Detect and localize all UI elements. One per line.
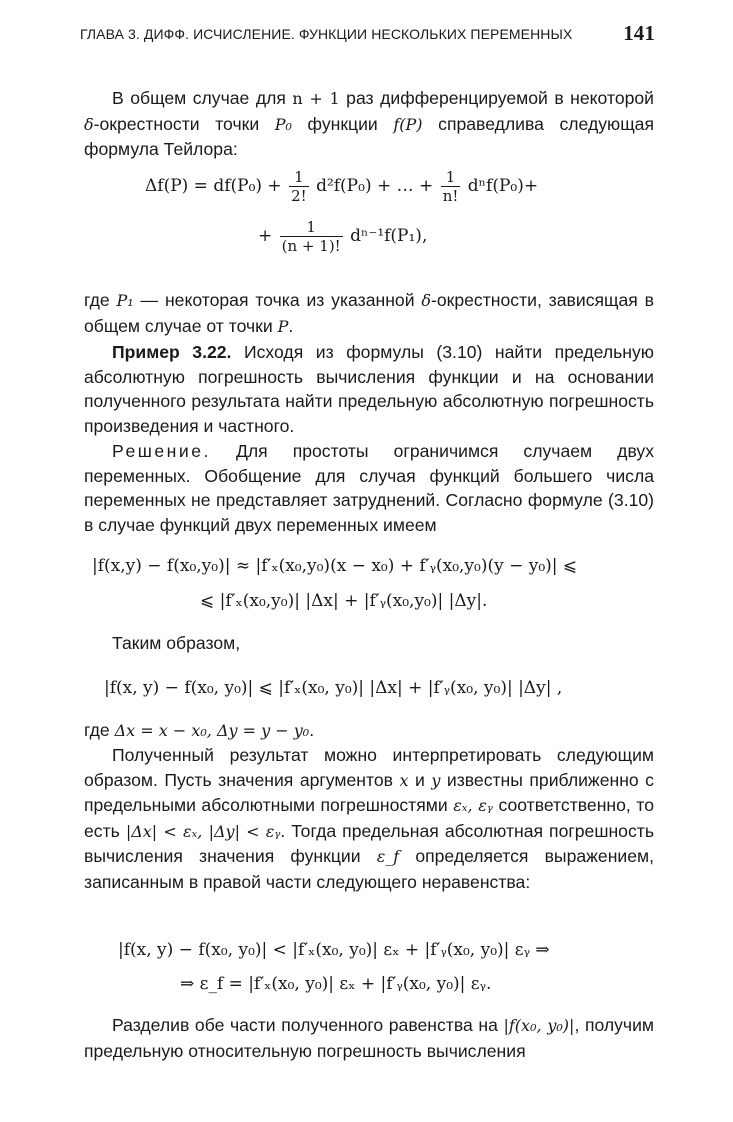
equation-2-line1: |f(x,y) − f(x₀,y₀)| ≈ |f′ₓ(x₀,y₀)(x − x₀) + f′ᵧ(x₀,y₀)(y − y₀)| ⩽ — [92, 556, 578, 576]
equation-3: |f(x, y) − f(x₀, y₀)| ⩽ |f′ₓ(x₀, y₀)| |Δx| + |f′ᵧ(x₀, y₀)| |Δy| , — [104, 678, 563, 698]
running-title: ГЛАВА 3. ДИФФ. ИСЧИСЛЕНИЕ. ФУНКЦИИ НЕСКОЛЬКИХ ПЕРЕМЕННЫХ — [80, 26, 573, 42]
interpretation-paragraph: Полученный результат можно интерпретировать следующим образом. Пусть значения аргументов x и y известны приближенно с предельными абсолютными погрешностями εₓ, εᵧ соответственно, то есть |Δx| < εₓ, |Δy| < εᵧ. Тогда предельная абсолютная погрешность вычисления значения функции ε_f определяется выражением, записанным в правой части следующего неравенства: — [84, 745, 655, 892]
taylor-formula-line1: Δf(P) = df(P₀) + $\frac{1}{2!}$ d²f(P₀) + … + $\frac{1}{n!}$ dⁿf(P₀)+ — [145, 168, 539, 205]
fraction: $\frac{1}{n!}$ — [442, 168, 459, 205]
delta-definition: где Δx = x − x₀, Δy = y − y₀. — [84, 720, 315, 740]
thus-paragraph: Таким образом, — [112, 633, 241, 653]
taylor-formula-line2: + $\frac{1}{(n + 1)!}$ dⁿ⁻¹f(P₁), — [258, 218, 428, 255]
equation-2-line2: ⩽ |f′ₓ(x₀,y₀)| |Δx| + |f′ᵧ(x₀,y₀)| |Δy|. — [200, 591, 488, 611]
final-paragraph: Разделив обе части полученного равенства на |f(x₀, y₀)|, получим предельную относительную погрешность вычисления — [84, 1015, 655, 1061]
solution-paragraph: Решение. Для простоты ограничимся случаем двух переменных. Обобщение для случая функций большего числа переменных не представляет затруднений. Согласно формуле (3.10) в случае функций двух переменных имеем — [84, 441, 654, 535]
fraction: $\frac{1}{(n + 1)!}$ — [281, 218, 341, 255]
running-header — [80, 18, 655, 52]
where-paragraph: где P₁ — некоторая точка из указанной δ-окрестности, зависящая в общем случае от точки P. — [84, 290, 654, 336]
fraction: $\frac{1}{2!}$ — [291, 168, 307, 205]
example-paragraph: Пример 3.22. Исходя из формулы (3.10) найти предельную абсолютную погрешность вычисления функции и на основании полученного результата найти предельную абсолютную погрешность произведения и частного. — [84, 342, 654, 436]
page-number: 141 — [623, 21, 655, 45]
solution-label: Решение. — [112, 441, 211, 461]
intro-paragraph: В общем случае для n + 1 раз дифференцируемой в некоторой δ-окрестности точки P₀ функции f(P) справедлива следующая формула Тейлора: — [84, 88, 654, 159]
equation-4-line2: ⇒ ε_f = |f′ₓ(x₀, y₀)| εₓ + |f′ᵧ(x₀, y₀)| εᵧ. — [180, 974, 492, 994]
equation-4-line1: |f(x, y) − f(x₀, y₀)| < |f′ₓ(x₀, y₀)| εₓ + |f′ᵧ(x₀, y₀)| εᵧ ⇒ — [118, 940, 550, 960]
example-label: Пример 3.22. — [112, 342, 232, 362]
